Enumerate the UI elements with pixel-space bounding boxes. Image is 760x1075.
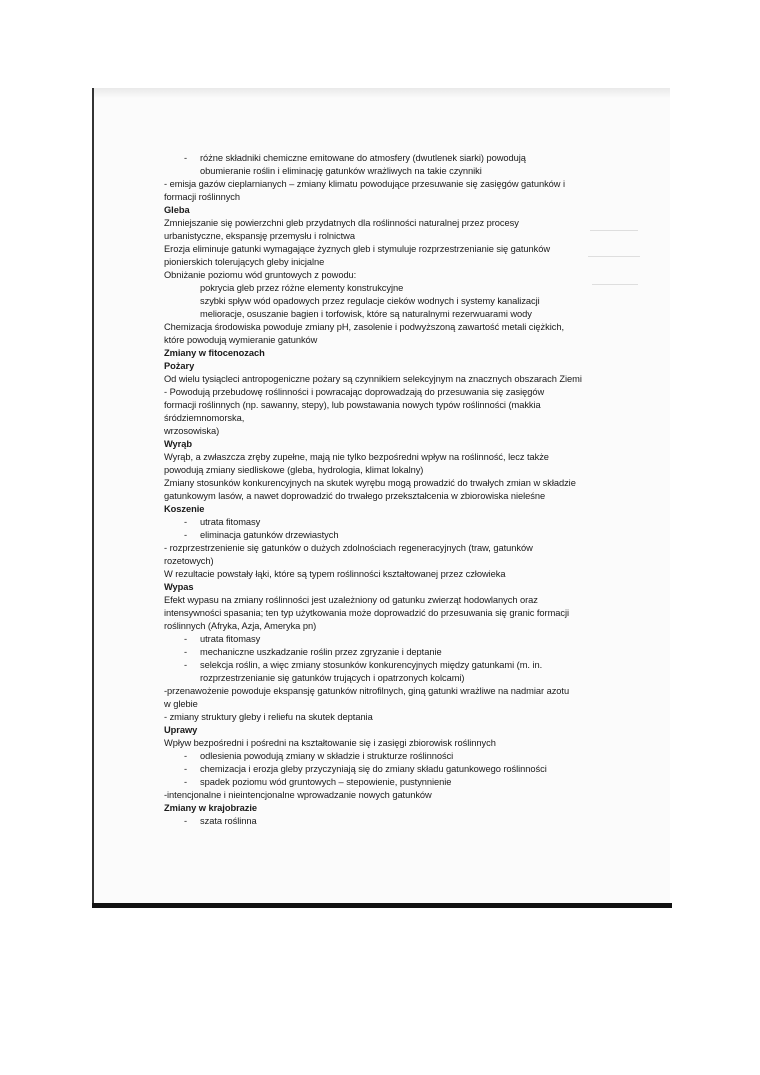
bullet-dash: - (184, 751, 188, 761)
indented-line: szybki spływ wód opadowych przez regulacje cieków wodnych i systemy kanalizacji (200, 296, 540, 306)
bullet-text: chemizacja i erozja gleby przyczyniają się do zmiany składu gatunkowego roślinności (200, 764, 547, 774)
text-line: -intencjonalne i nieintencjonalne wprowadzanie nowych gatunków (164, 790, 432, 800)
section-heading: Wypas (164, 582, 194, 592)
section-heading: Wyrąb (164, 439, 192, 449)
text-line: roślinnych (Afryka, Azja, Ameryka pn) (164, 621, 317, 631)
text-line: W rezultacie powstały łąki, które są typem roślinności kształtowanej przez człowieka (164, 569, 506, 579)
bullet-item (164, 516, 634, 529)
bullet-item (164, 815, 634, 828)
bullet-text: selekcja roślin, a więc zmiany stosunków konkurencyjnych między gatunkami (m. in. (200, 660, 543, 670)
text-line: Zmniejszanie się powierzchni gleb przydatnych dla roślinności naturalnej przez procesy (164, 218, 519, 228)
text-line: Obniżanie poziomu wód gruntowych z powodu: (164, 270, 357, 280)
bullet-text: spadek poziomu wód gruntowych – stepowienie, pustynnienie (200, 777, 452, 787)
text-line: Chemizacja środowiska powoduje zmiany pH, zasolenie i podwyższoną zawartość metali ciężkich, (164, 322, 564, 332)
text-line: intensywności spasania; ten typ użytkowania może doprowadzić do przesuwania się granic formacji (164, 608, 570, 618)
bullet-dash: - (184, 634, 188, 644)
text-line: formacji roślinnych (164, 192, 241, 202)
bullet-item (164, 763, 634, 776)
bullet-dash: - (184, 660, 188, 670)
bullet-dash: - (184, 530, 188, 540)
bullet-text: odlesienia powodują zmiany w składzie i strukturze roślinności (200, 751, 454, 761)
text-line: powodują zmiany siedliskowe (gleba, hydrologia, klimat lokalny) (164, 465, 424, 475)
text-line: śródziemnomorska, (164, 413, 245, 423)
text-line: - emisja gazów cieplarnianych – zmiany klimatu powodujące przesuwanie się zasięgów gatunków i (164, 179, 566, 189)
page-bottom-edge (92, 903, 672, 908)
indented-line: pokrycia gleb przez różne elementy konstrukcyjne (200, 283, 404, 293)
bullet-item (164, 152, 634, 165)
section-heading: Koszenie (164, 504, 205, 514)
bullet-dash: - (184, 517, 188, 527)
bullet-text: eliminacja gatunków drzewiastych (200, 530, 339, 540)
text-line: gatunkowym lasów, a nawet doprowadzić do trwałego przekształcenia w zbiorowiska nieleśne (164, 491, 546, 501)
text-line: wrzosowiska) (164, 426, 220, 436)
bullet-item (164, 776, 634, 789)
bullet-item (164, 646, 634, 659)
bullet-dash: - (184, 647, 188, 657)
bullet-text: mechaniczne uszkadzanie roślin przez zgryzanie i deptanie (200, 647, 442, 657)
text-line: rozetowych) (164, 556, 214, 566)
text-line: w glebie (164, 699, 198, 709)
bullet-item (164, 633, 634, 646)
text-line: urbanistyczne, ekspansję przemysłu i rolnictwa (164, 231, 355, 241)
bullet-item (164, 659, 634, 672)
page-top-shadow (94, 88, 670, 98)
section-heading: Gleba (164, 205, 190, 215)
bullet-text: utrata fitomasy (200, 634, 261, 644)
text-line: - Powodują przebudowę roślinności i powracając doprowadzają do przesuwania się zasięgów (164, 387, 545, 397)
section-heading: Uprawy (164, 725, 198, 735)
text-line: Wyrąb, a zwłaszcza zręby zupełne, mają nie tylko bezpośredni wpływ na roślinność, lecz także (164, 452, 549, 462)
section-heading: Pożary (164, 361, 195, 371)
page-left-edge (92, 88, 94, 906)
bullet-item (164, 750, 634, 763)
document-body (164, 152, 634, 828)
text-line: -przenawożenie powoduje ekspansję gatunków nitrofilnych, giną gatunki wrażliwe na nadmiar azotu (164, 686, 570, 696)
bullet-dash: - (184, 777, 188, 787)
bullet-dash: - (184, 153, 188, 163)
bullet-dash: - (184, 764, 188, 774)
text-line: Erozja eliminuje gatunki wymagające żyznych gleb i stymuluje rozprzestrzenianie się gatunków (164, 244, 551, 254)
bullet-continuation: rozprzestrzenianie się gatunków trujących i opatrzonych kolcami) (200, 673, 465, 683)
section-heading: Zmiany w fitocenozach (164, 348, 265, 358)
bullet-text: szata roślinna (200, 816, 257, 826)
indented-line: melioracje, osuszanie bagien i torfowisk, które są naturalnymi rezerwuarami wody (200, 309, 532, 319)
text-line: Zmiany stosunków konkurencyjnych na skutek wyrębu mogą prowadzić do trwałych zmian w składzie (164, 478, 576, 488)
section-heading: Zmiany w krajobrazie (164, 803, 258, 813)
text-line: formacji roślinnych (np. sawanny, stepy), lub powstawania nowych typów roślinności (makkia (164, 400, 541, 410)
text-line: Od wielu tysiącleci antropogeniczne pożary są czynnikiem selekcyjnym na znacznych obszarach Ziemi (164, 374, 582, 384)
bullet-text: różne składniki chemiczne emitowane do atmosfery (dwutlenek siarki) powodują (200, 153, 526, 163)
bullet-text: utrata fitomasy (200, 517, 261, 527)
bullet-continuation: obumieranie roślin i eliminację gatunków wrażliwych na takie czynniki (200, 166, 482, 176)
bullet-dash: - (184, 816, 188, 826)
text-line: - zmiany struktury gleby i reliefu na skutek deptania (164, 712, 373, 722)
text-line: pionierskich tolerujących gleby inicjalne (164, 257, 325, 267)
bullet-item (164, 529, 634, 542)
text-line: które powodują wymieranie gatunków (164, 335, 318, 345)
text-line: - rozprzestrzenienie się gatunków o dużych zdolnościach regeneracyjnych (traw, gatunków (164, 543, 533, 553)
text-line: Wpływ bezpośredni i pośredni na kształtowanie się i zasięgi zbiorowisk roślinnych (164, 738, 496, 748)
text-line: Efekt wypasu na zmiany roślinności jest uzależniony od gatunku zwierząt hodowlanych oraz (164, 595, 538, 605)
